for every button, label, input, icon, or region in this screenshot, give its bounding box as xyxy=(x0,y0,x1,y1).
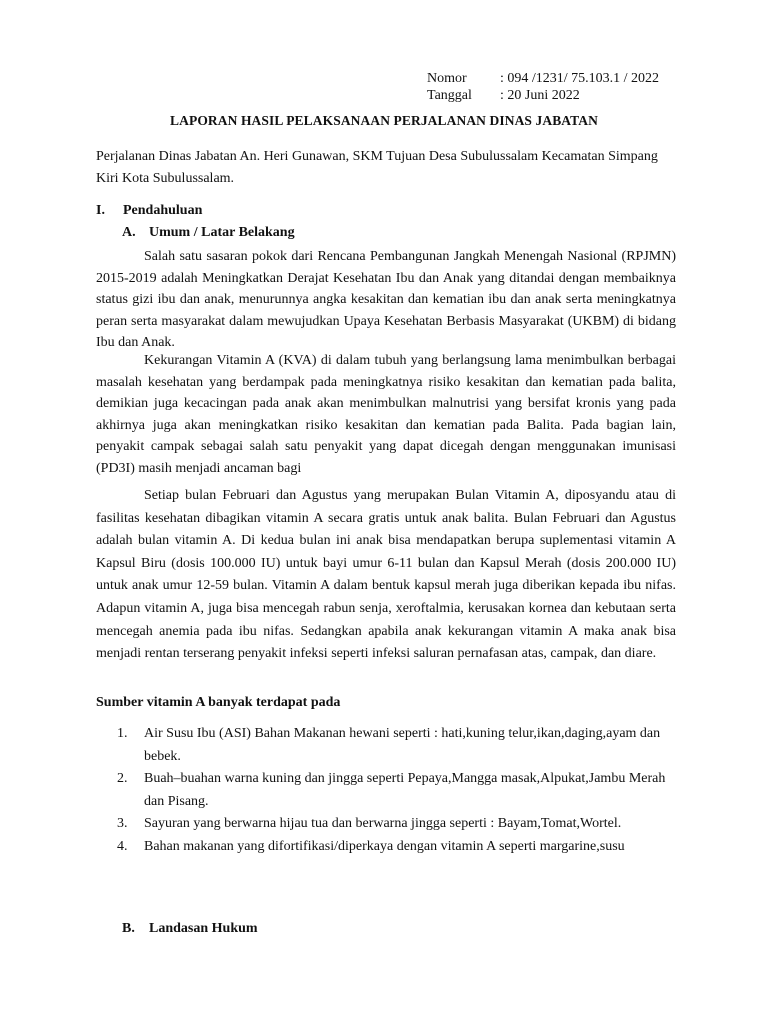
list-item xyxy=(96,813,676,836)
nomor-label: Nomor xyxy=(427,71,467,86)
sources-list xyxy=(96,723,676,858)
body-paragraph-2: Kekurangan Vitamin A (KVA) di dalam tubuh yang berlangsung lama menimbulkan berbagai masalah kesehatan yang berdampak pada meningkatnya risiko kesakitan dan kematian pada balita, demikian juga kecacingan pada anak akan menimbulkan malnutrisi yang bersifat kronis yang pada akhirnya juga akan meningkatkan risiko kesakitan dan kematian pada Balita. Pada bagian lain, penyakit campak sebagai salah satu penyakit yang dapat dicegah dengan menggunakan imunisasi (PD3I) masih menjadi ancaman bagi xyxy=(96,353,676,476)
tanggal-row xyxy=(427,87,659,104)
list-item-number: 4. xyxy=(117,838,128,854)
section-title: Pendahuluan xyxy=(123,203,203,218)
list-item-number: 3. xyxy=(117,816,128,831)
body-paragraph-1: Salah satu sasaran pokok dari Rencana Pembangunan Jangkah Menengah Nasional (RPJMN) 2015-2019 adalah Meningkatkan Derajat Kesehatan Ibu dan Anak yang ditandai dengan membaiknya status gizi ibu dan anak, menurunnya angka kesakitan dan kematian ibu dan anak serta meningkatnya peran serta masyarakat dalam mewujudkan Upaya Kesehatan Berbasis Masyarakat (UKBM) di bidang Ibu dan Anak. xyxy=(96,249,676,351)
list-item-text: Bahan makanan yang difortifikasi/diperkaya dengan vitamin A seperti margarine,susu xyxy=(144,838,625,854)
subsection-heading-latar-belakang xyxy=(122,225,295,241)
section-number: I. xyxy=(96,203,105,218)
subsection-number: B. xyxy=(122,921,135,936)
subsection-title: Umum / Latar Belakang xyxy=(149,225,295,240)
list-item-text: Buah–buahan warna kuning dan jingga seperti Pepaya,Mangga masak,Alpukat,Jambu Merah dan Pisang. xyxy=(144,771,666,809)
section-heading-pendahuluan xyxy=(96,203,202,219)
tanggal-value: : 20 Juni 2022 xyxy=(500,88,580,103)
tanggal-label: Tanggal xyxy=(427,88,472,103)
sources-heading: Sumber vitamin A banyak terdapat pada xyxy=(96,695,341,710)
nomor-row xyxy=(427,70,659,87)
subsection-title: Landasan Hukum xyxy=(149,921,258,936)
list-item xyxy=(96,768,676,813)
list-item-number: 2. xyxy=(117,771,128,786)
list-item-text: Sayuran yang berwarna hijau tua dan berwarna jingga seperti : Bayam,Tomat,Wortel. xyxy=(144,816,622,831)
subsection-heading-landasan-hukum xyxy=(122,921,258,937)
list-item-number: 1. xyxy=(117,726,128,741)
intro-paragraph: Perjalanan Dinas Jabatan An. Heri Gunawan, SKM Tujuan Desa Subulussalam Kecamatan Simpang Kiri Kota Subulussalam. xyxy=(96,149,658,186)
list-item xyxy=(96,836,676,859)
document-meta xyxy=(427,70,659,104)
list-item-text: Air Susu Ibu (ASI) Bahan Makanan hewani seperti : hati,kuning telur,ikan,daging,ayam dan bebek. xyxy=(144,726,661,764)
document-title: LAPORAN HASIL PELAKSANAAN PERJALANAN DINAS JABATAN xyxy=(170,113,598,128)
nomor-value: : 094 /1231/ 75.103.1 / 2022 xyxy=(500,71,660,86)
body-paragraph-3: Setiap bulan Februari dan Agustus yang merupakan Bulan Vitamin A, diposyandu atau di fasilitas kesehatan dibagikan vitamin A secara gratis untuk anak balita. Bulan Februari dan Agustus adalah bulan vitamin A. Di kedua bulan ini anak bisa mendapatkan berupa suplementasi vitamin A Kapsul Biru (dosis 100.000 IU) untuk bayi umur 6-11 bulan dan Kapsul Merah (dosis 200.000 IU) untuk anak umur 12-59 bulan. Vitamin A dalam bentuk kapsul merah juga diberikan kepada ibu nifas. Adapun vitamin A, juga bisa mencegah rabun senja, xeroftalmia, kerusakan kornea dan kebutaan serta mencegah anemia pada ibu nifas. Sedangkan apabila anak kekurangan vitamin A maka anak bisa menjadi rentan terserang penyakit infeksi seperti infeksi saluran pernafasan atas, campak, dan diare. xyxy=(96,488,676,662)
subsection-number: A. xyxy=(122,225,136,240)
list-item xyxy=(96,723,676,768)
